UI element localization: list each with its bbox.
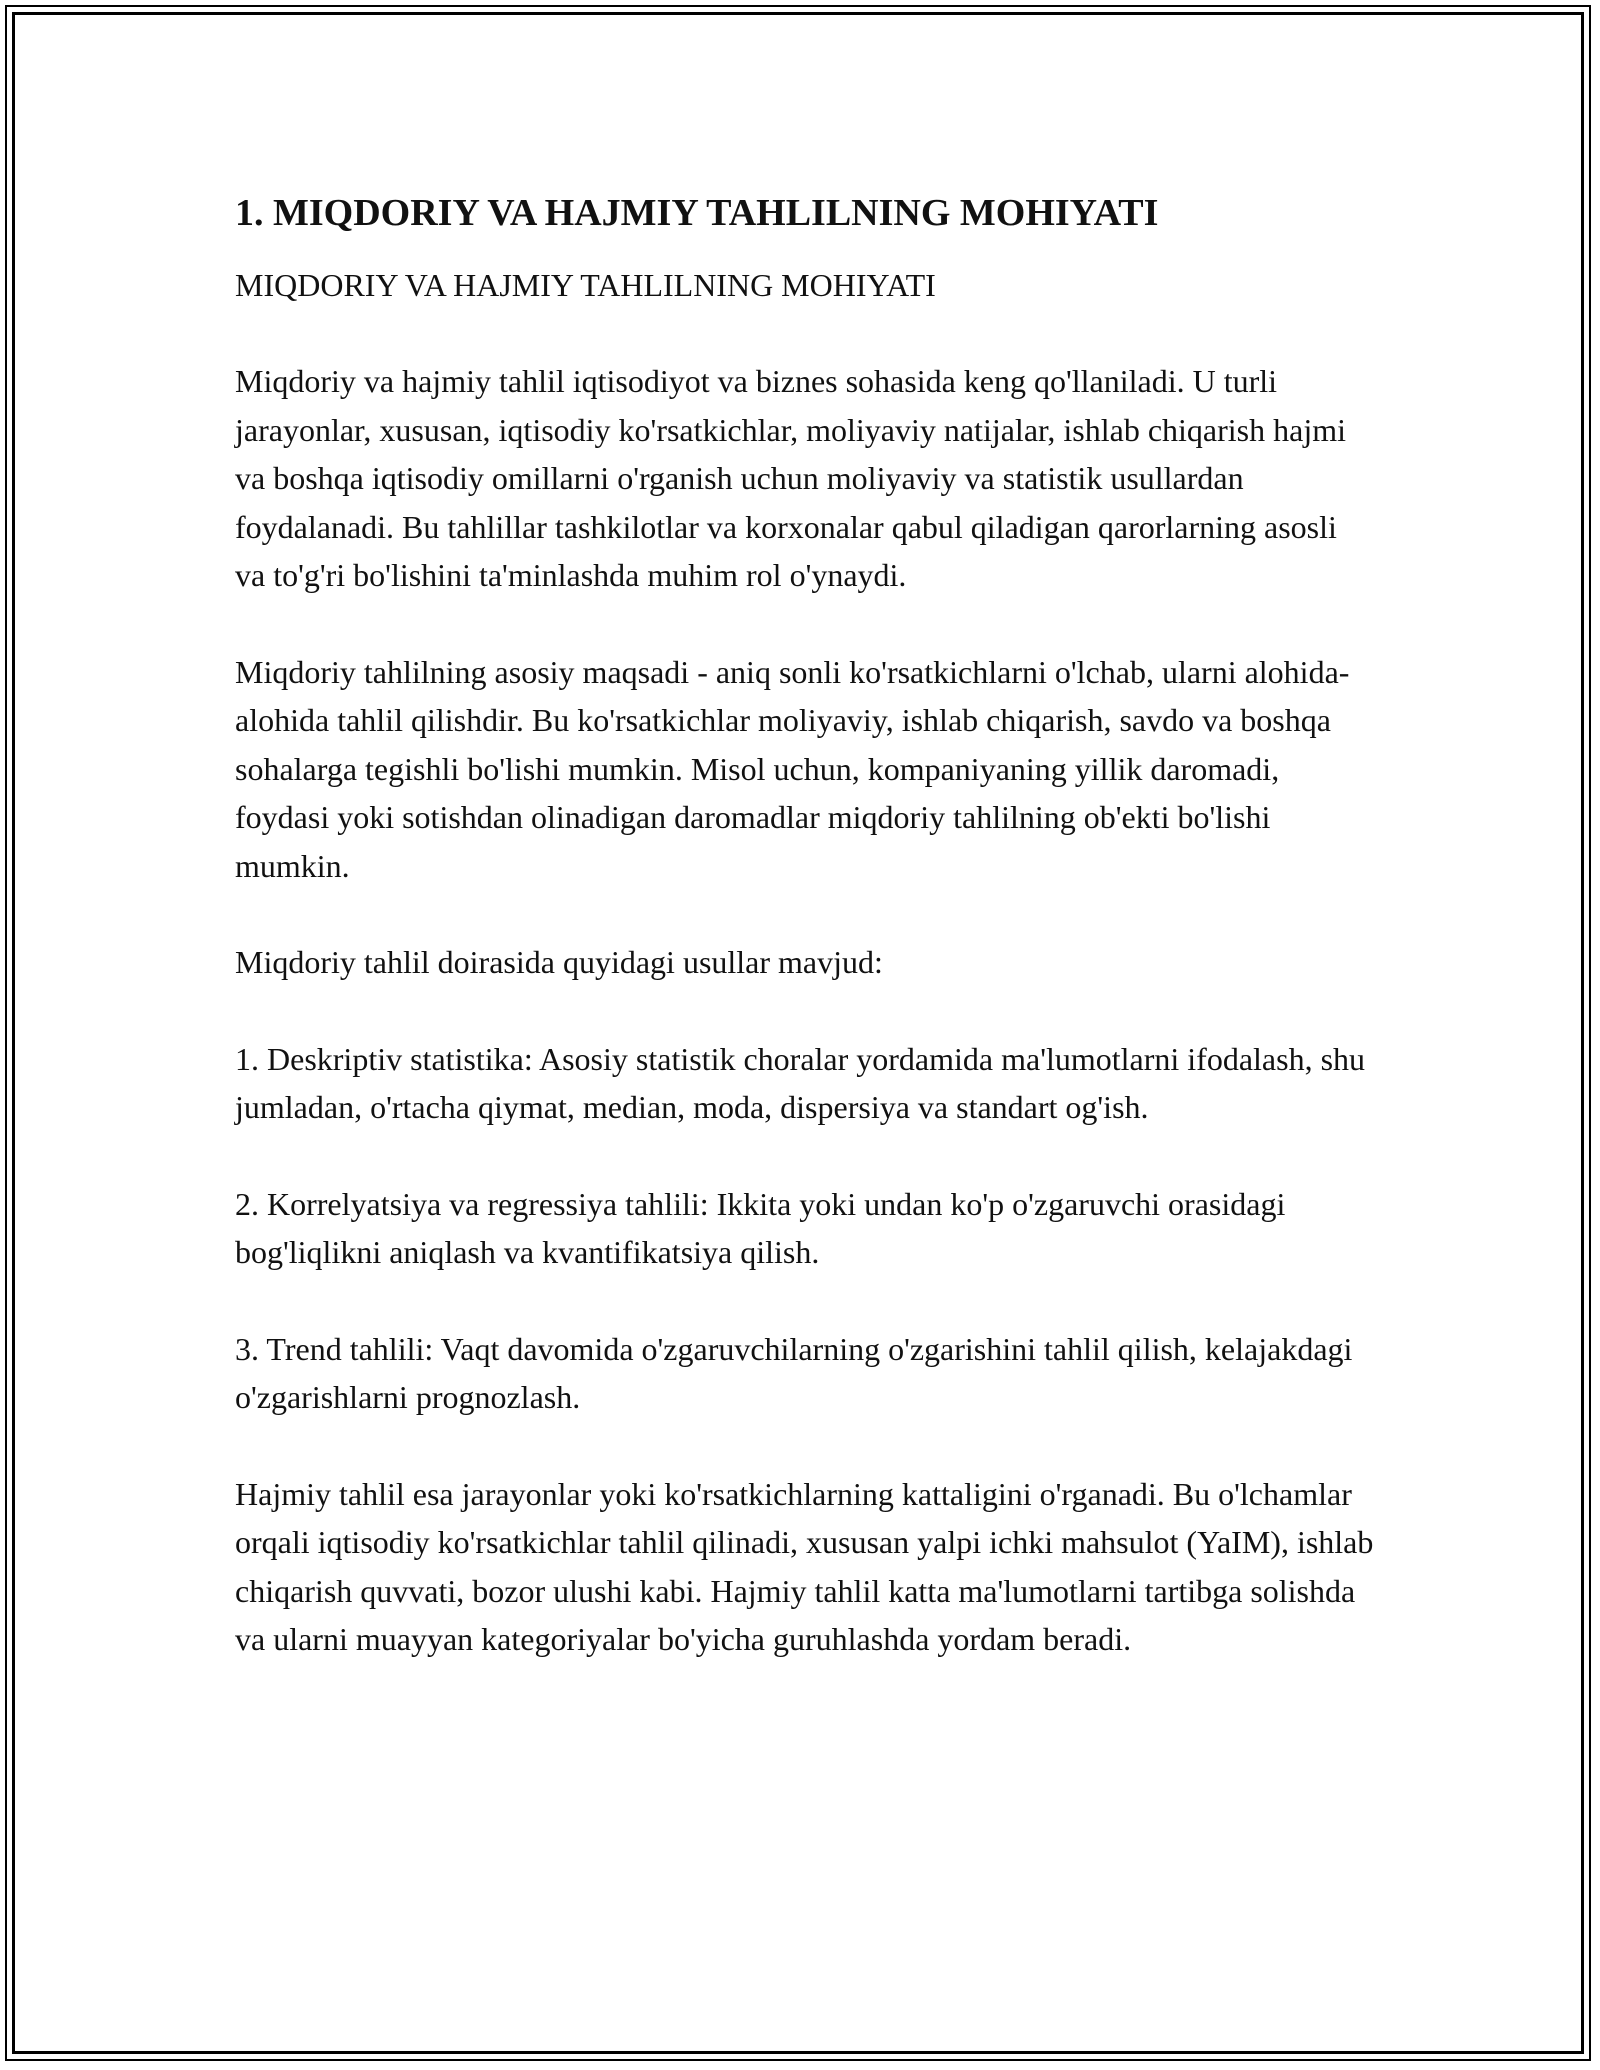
paragraph-intro: Miqdoriy va hajmiy tahlil iqtisodiyot va biznes sohasida keng qo'llaniladi. U turli jarayonlar, xususan, iqtisodiy ko'rsatkichlar, moliyaviy natijalar, ishlab chiqarish hajmi va boshqa iqtisodiy omillarni o'rganish uchun moliyaviy va statistik usullardan foydalanadi. Bu tahlillar tashkilotlar va korxonalar qabul qiladigan qarorlarning asosli va to'g'ri bo'lishini ta'minlashda muhim rol o'ynaydi. (235, 363, 1346, 593)
document-body (235, 185, 1375, 1712)
list-item-correlation-regression: 2. Korrelyatsiya va regressiya tahlili: Ikkita yoki undan ko'p o'zgaruvchi orasidagi bog'liqlikni aniqlash va kvantifikatsiya qilish. (235, 1185, 1286, 1270)
paragraph-quantitative-goal: Miqdoriy tahlilning asosiy maqsadi - aniq sonli ko'rsatkichlarni o'lchab, ularni alohida-alohida tahlil qilishdir. Bu ko'rsatkichlar moliyaviy, ishlab chiqarish, savdo va boshqa sohalarga tegishli bo'lishi mumkin. Misol uchun, kompaniyaning yillik daromadi, foydasi yoki sotishdan olinadigan daromadlar miqdoriy tahlilning ob'ekti bo'lishi mumkin. (235, 653, 1350, 884)
list-item-trend-analysis: 3. Trend tahlili: Vaqt davomida o'zgaruvchilarning o'zgarishini tahlil qilish, kelajakdagi o'zgarishlarni prognozlash. (235, 1330, 1353, 1415)
paragraph-methods-intro: Miqdoriy tahlil doirasida quyidagi usullar mavjud: (235, 944, 883, 980)
paragraph-volume-analysis: Hajmiy tahlil esa jarayonlar yoki ko'rsatkichlarning kattaligini o'rganadi. Bu o'lchamlar orqali iqtisodiy ko'rsatkichlar tahlil qilinadi, xususan yalpi ichki mahsulot (YaIM), ishlab chiqarish quvvati, bozor ulushi kabi. Hajmiy tahlil katta ma'lumotlarni tartibga solishda va ularni muayyan kategoriyalar bo'yicha guruhlashda yordam beradi. (235, 1475, 1374, 1657)
document-title: 1. MIQDORIY VA HAJMIY TAHLILNING MOHIYATI (235, 192, 1159, 234)
list-item-descriptive-statistics: 1. Deskriptiv statistika: Asosiy statistik choralar yordamida ma'lumotlarni ifodalash, shu jumladan, o'rtacha qiymat, median, moda, dispersiya va standart og'ish. (235, 1040, 1366, 1125)
document-subtitle: MIQDORIY VA HAJMIY TAHLILNING MOHIYATI (235, 267, 936, 303)
